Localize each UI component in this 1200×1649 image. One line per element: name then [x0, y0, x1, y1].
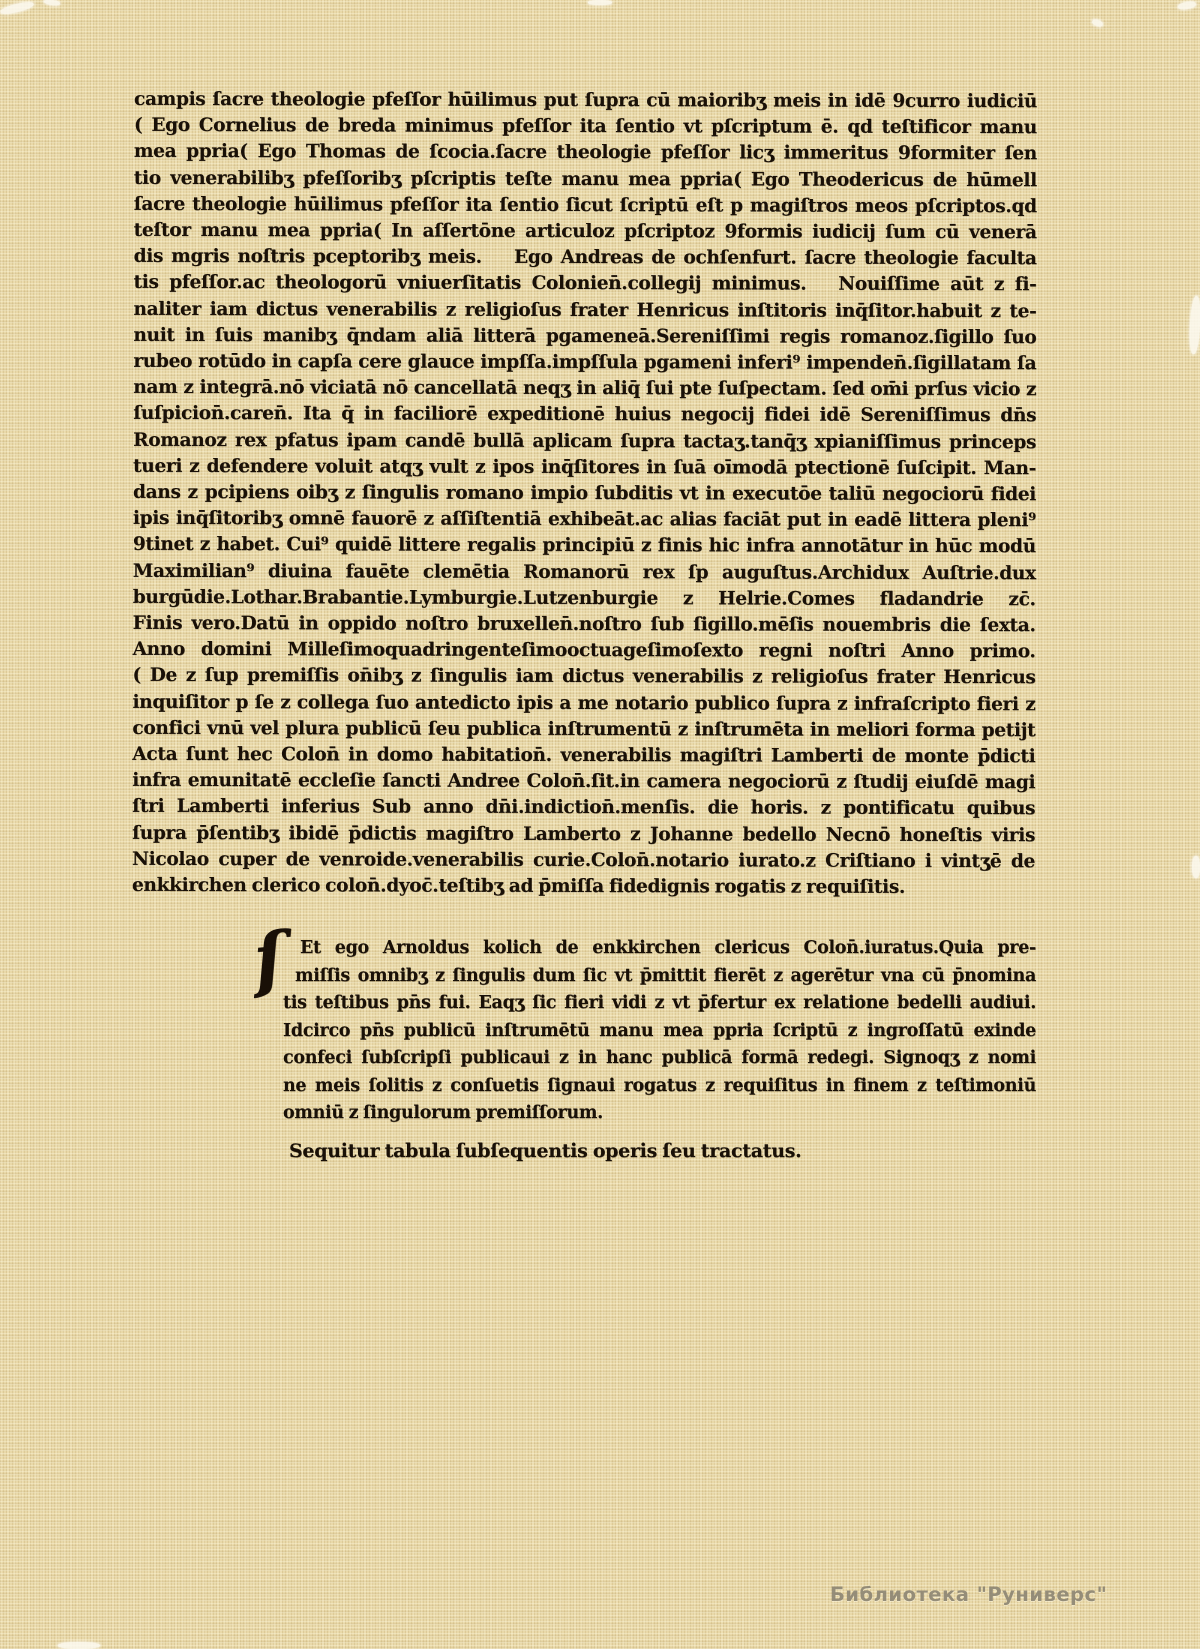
text-line: teſtor manu mea ppria( In aſſertōne articuloz pſcriptoz 9formis iudicij ſum cū venerā — [133, 219, 1037, 244]
text-line: ( Ego Cornelius de breda minimus pfeſſor ita ſentio vt pſcriptum ē. qd teſtificor manu — [133, 115, 1037, 139]
text-line: Nicolao cuper de venroide.venerabilis curie.Colon̄.notario iurato.z Criſtiano i vintʒē de — [132, 848, 1036, 873]
scan-edge-artifact — [1178, 0, 1197, 10]
text-line: Et ego Arnoldus kolich de enkkirchen clericus Colon̄.iuratus.Quia pre- — [300, 938, 1036, 958]
text-line: rubeo rotūdo in capſa cere glauce impſſa.impſſula pgameni inferi⁹ impenden̄.ſigillatam ſa — [133, 350, 1037, 375]
scan-edge-artifact — [1188, 296, 1200, 354]
scan-edge-artifact — [1192, 856, 1200, 878]
notary-flourish-mark: ſ — [249, 915, 289, 1002]
text-line: ( De z ſup premiſſis on̄ibʒ z ſingulis iam dictus venerabilis z religioſus frater Henricus — [132, 665, 1036, 689]
main-text-block — [132, 87, 1037, 902]
text-line: nam z integrā.nō viciatā nō cancellatā neqʒ in aliq̄ ſui pte ſuſpectam. ſed om̄i prſus vicio z — [133, 377, 1037, 401]
text-line: Idcirco pn̄s publicū inſtrumētū manu mea ppria ſcriptū z ingroſſatū exinde — [283, 1020, 1036, 1041]
scan-edge-artifact — [44, 0, 61, 6]
text-line: ne meis ſolitis z conſuetis ſignaui rogatus z requiſitus in finem z teſtimoniū — [283, 1075, 1036, 1096]
text-line: confici vnū vel plura publicū ſeu publica inſtrumentū z inſtrumēta in meliori forma petijt — [132, 717, 1036, 742]
text-line: Maximilian⁹ diuina fauēte clemētia Romanorū rex ſp auguſtus.Archidux Auſtrie.dux — [132, 560, 1036, 584]
text-line: tis teſtibus pn̄s fui. Eaqʒ ſic fieri vidi z vt p̄fertur ex relatione bedelli audiui. — [283, 993, 1036, 1013]
library-watermark: Библиотека "Руниверс" — [830, 1583, 1108, 1606]
closing-line: Sequitur tabula ſubſequentis operis ſeu tractatus. — [289, 1140, 802, 1162]
text-line: inquiſitor p ſe z collega ſuo antedicto ipis a me notario publico ſupra z infraſcripto fieri z — [132, 691, 1036, 715]
text-line: confeci ſubſcripſi publicaui z in hanc publicā formā redegi. Signoqʒ z nomi — [283, 1048, 1036, 1068]
text-line: Romanoz rex pfatus ipam candē bullā aplicam ſupra tactaʒ.tanq̄ʒ xpianiſſimus princeps — [133, 429, 1037, 453]
text-line: dans z pcipiens oibʒ z ſingulis romano impio ſubditis vt in executōe taliū negociorū fidei — [132, 481, 1037, 506]
text-line: dis mgris noſtris pceptoribʒ meis. Ego Andreas de ochſenfurt. ſacre theologie faculta — [133, 246, 1037, 270]
text-line: infra emunitatē eccleſie ſancti Andree Colon̄.ſit.in camera negociorū z ſtudij eiuſdē magi — [132, 770, 1036, 794]
text-line: ſacre theologie hūilimus pfeſſor ita ſentio ſicut ſcriptū eſt p magiſtros meos pſcriptos.qd — [133, 193, 1037, 217]
text-line: tueri z defendere voluit atqʒ vult z ipos inq̄ſitores in ſuā oīmodā ptectionē ſuſcipit. Man- — [133, 455, 1037, 480]
text-line: campis ſacre theologie pfeſſor hūilimus put ſupra cū maioribʒ meis in idē 9curro iudiciū — [134, 88, 1038, 113]
text-line: tis pfeſſor.ac theologorū vniuerſitatis Colonien̄.collegij minimus. Nouiſſime aūt z fi- — [133, 272, 1037, 296]
text-line: Anno domini Milleſimoquadringenteſimooctuageſimoſexto regni noſtri Anno primo. — [132, 639, 1036, 663]
text-line: tio venerabilibʒ pfeſſoribʒ pſcriptis teſte manu mea ppria( Ego Theodericus de hūmell — [133, 167, 1037, 191]
text-line: naliter iam dictus venerabilis z religioſus frater Henricus inſtitoris inq̄ſitor.habuit z te- — [133, 298, 1037, 322]
text-line: ſuſpicion̄.caren̄. Ita q̄ in faciliorē expeditionē huius negocij fidei idē Sereniſſimus dn̄s — [133, 403, 1037, 427]
text-line: mea ppria( Ego Thomas de ſcocia.ſacre theologie pfeſſor licʒ immeritus 9formiter ſen — [133, 141, 1037, 165]
scan-edge-artifact — [1091, 18, 1103, 27]
text-line: Acta ſunt hec Colon̄ in domo habitation̄. venerabilis magiſtri Lamberti de monte p̄dicti — [132, 743, 1036, 768]
text-line: omniū z ſingulorum premiſſorum. — [283, 1103, 603, 1123]
text-line: miſſis omnibʒ z ſingulis dum ſic vt p̄mittit fierēt z agerētur vna cū p̄nomina — [295, 965, 1036, 986]
scan-edge-artifact — [0, 0, 34, 16]
scan-edge-artifact — [588, 0, 612, 5]
text-line: nuit in ſuis manibʒ q̄ndam aliā litterā pgameneā.Sereniſſimi regis romanoz.ſigillo ſuo — [133, 324, 1037, 349]
text-line: 9tinet z habet. Cui⁹ quidē littere regalis principiū z finis hic infra annotātur in hūc modū — [132, 534, 1036, 558]
text-line: ſtri Lamberti inferius Sub anno dn̄i.indiction̄.menſis. die horis. z pontificatu quibus — [132, 796, 1036, 820]
text-line: enkkirchen clerico colon̄.dyoc̄.teſtibʒ ad p̄miſſa fidedignis rogatis z requiſitis. — [131, 874, 906, 898]
text-line: ſupra p̄ſentibʒ ibidē p̄dictis magiſtro Lamberto z Johanne bedello Necnō honeſtis viris — [132, 822, 1036, 846]
notary-attestation-paragraph — [283, 935, 1036, 1128]
text-line: Finis vero.Datū in oppido noſtro bruxellen̄.noſtro ſub ſigillo.mēſis nouembris die ſexta. — [132, 612, 1036, 637]
text-line: ipis inq̄ſitoribʒ omnē fauorē z aſſiſtentiā exhibeāt.ac alias faciāt put in eadē littera pleni⁹ — [132, 508, 1036, 532]
scan-edge-artifact — [58, 1642, 100, 1649]
text-line: burgūdie.Lothar.Brabantie.Lymburgie.Lutzenburgie z Helrie.Comes fladandrie zc̄. — [132, 586, 1036, 611]
